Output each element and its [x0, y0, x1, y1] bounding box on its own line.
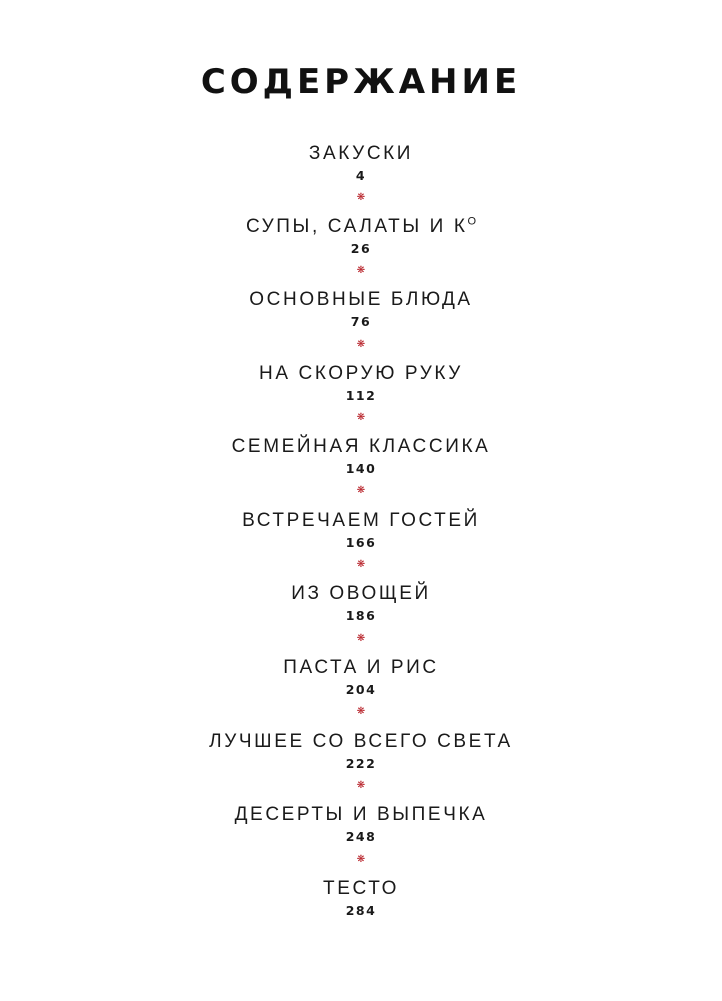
toc-entry-page: 76 — [350, 314, 372, 329]
toc-entry[interactable] — [0, 289, 722, 330]
separator-ornament-icon: ❋ — [356, 265, 366, 276]
separator-ornament-icon: ❋ — [356, 339, 366, 350]
toc-entry[interactable] — [0, 363, 722, 404]
toc-entry-page: 4 — [355, 168, 367, 183]
separator-ornament-icon: ❋ — [356, 706, 366, 717]
toc-entry-title: ИЗ ОВОЩЕЙ — [291, 583, 431, 604]
toc-entry[interactable] — [0, 143, 722, 184]
toc-entry-title: ЛУЧШЕЕ СО ВСЕГО СВЕТА — [209, 731, 513, 752]
toc-entry-title: ОСНОВНЫЕ БЛЮДА — [249, 289, 473, 310]
separator-ornament-icon: ❋ — [356, 412, 366, 423]
toc-entry-title: ВСТРЕЧАЕМ ГОСТЕЙ — [242, 510, 480, 531]
toc-entry[interactable] — [0, 657, 722, 698]
toc-entry-page: 166 — [345, 535, 377, 550]
toc-entry-title: СЕМЕЙНАЯ КЛАССИКА — [231, 436, 491, 457]
separator-ornament-icon: ❋ — [356, 559, 366, 570]
separator-ornament-icon: ❋ — [356, 854, 366, 865]
toc-entry-page: 26 — [350, 241, 372, 256]
toc-entry-page: 186 — [345, 608, 377, 623]
toc-entry[interactable] — [0, 731, 722, 772]
toc-entry-page: 284 — [345, 903, 377, 918]
toc-entry[interactable] — [0, 510, 722, 551]
toc-entry-title: ДЕСЕРТЫ И ВЫПЕЧКА — [234, 804, 488, 825]
toc-entry-page: 248 — [345, 829, 377, 844]
separator-ornament-icon: ❋ — [356, 633, 366, 644]
separator-ornament-icon: ❋ — [356, 485, 366, 496]
toc-entry-page: 112 — [345, 388, 377, 403]
toc-entry-page: 204 — [345, 682, 377, 697]
toc-entry[interactable] — [0, 583, 722, 624]
toc-entry[interactable] — [0, 878, 722, 919]
toc-entry-page: 222 — [345, 756, 377, 771]
toc-entry-title: ТЕСТО — [323, 878, 399, 899]
toc-entry[interactable] — [0, 216, 722, 257]
toc-entry-title: ПАСТА И РИС — [283, 657, 439, 678]
toc-entry-title: СУПЫ, САЛАТЫ И $К^О$ — [245, 215, 477, 237]
toc-entry-title: ЗАКУСКИ — [308, 143, 414, 164]
separator-ornament-icon: ❋ — [356, 192, 366, 203]
toc-entry[interactable] — [0, 436, 722, 477]
separator-ornament-icon: ❋ — [356, 780, 366, 791]
toc-entry-title: НА СКОРУЮ РУКУ — [259, 363, 463, 384]
page-title: СОДЕРЖАНИЕ — [200, 62, 522, 102]
toc-entry-page: 140 — [345, 461, 377, 476]
toc-entry-title-superscript: О — [467, 215, 477, 228]
toc-entry[interactable] — [0, 804, 722, 845]
